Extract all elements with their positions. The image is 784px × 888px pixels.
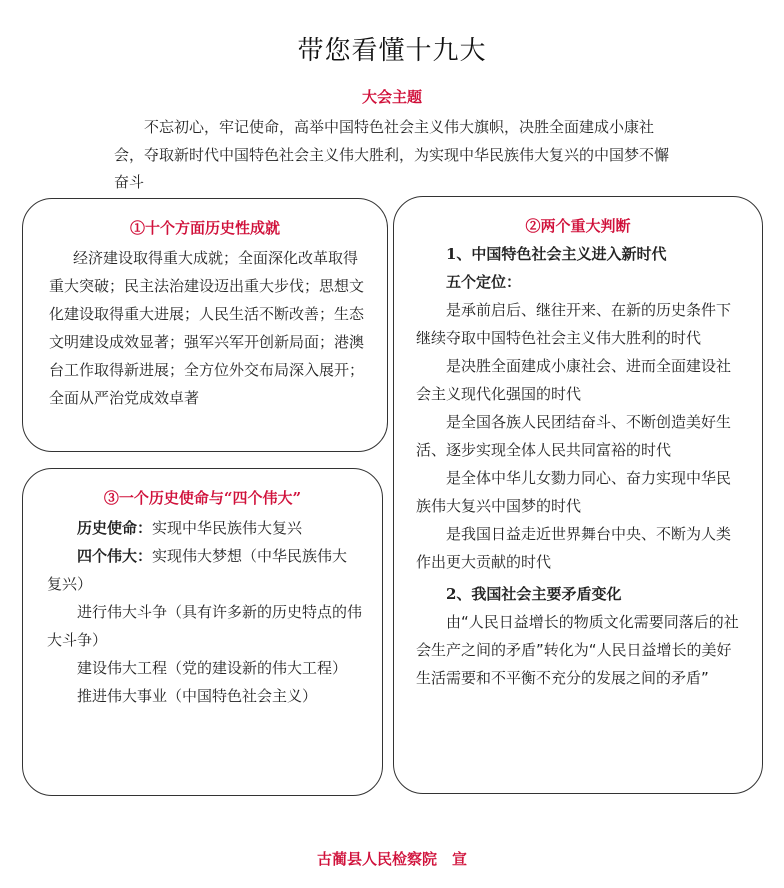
four-great-item: 进行伟大斗争（具有许多新的历史特点的伟大斗争）: [47, 603, 363, 649]
four-great-label: 四个伟大：: [77, 547, 153, 565]
judgments-title: ②两个重大判断: [525, 217, 631, 235]
theme-heading: 大会主题: [361, 88, 422, 106]
position-item: 是决胜全面建成小康社会、进而全面建设社会主义现代化强国的时代: [416, 357, 732, 403]
footer-credit: 古蔺县人民检察院 宣: [316, 850, 467, 868]
judgment2-text: 由“人民日益增长的物质文化需要同落后的社会生产之间的矛盾”转化为“人民日益增长的美好生活需要和不平衡不充分的发展之间的矛盾”: [416, 613, 739, 687]
judgment2-heading: 2、我国社会主要矛盾变化: [446, 585, 622, 603]
position-item: 是全国各族人民团结奋斗、不断创造美好生活、逐步实现全体人民共同富裕的时代: [416, 413, 732, 459]
judgment1-heading: 1、中国特色社会主义进入新时代: [446, 245, 667, 263]
four-great-first: 实现伟大梦想（中华民族伟大复兴）: [47, 547, 348, 593]
position-item: 是全体中华儿女勠力同心、奋力实现中华民族伟大复兴中国梦的时代: [416, 469, 732, 515]
position-item: 是承前启后、继往开来、在新的历史条件下继续夺取中国特色社会主义伟大胜利的时代: [416, 301, 732, 347]
page-title: 带您看懂十九大: [297, 36, 487, 66]
achievements-box: [22, 198, 388, 452]
theme-text: 不忘初心，牢记使命，高举中国特色社会主义伟大旗帜，决胜全面建成小康社会，夺取新时代中国特色社会主义伟大胜利，为实现中华民族伟大复兴的中国梦不懈奋斗: [114, 118, 670, 191]
judgments-box: [393, 196, 763, 794]
four-great-item: 推进伟大事业（中国特色社会主义）: [77, 687, 318, 705]
position-item: 是我国日益走近世界舞台中央、不断为人类作出更大贡献的时代: [416, 525, 732, 571]
four-great-item: 建设伟大工程（党的建设新的伟大工程）: [77, 659, 348, 677]
achievements-text: 经济建设取得重大成就；全面深化改革取得重大突破；民主法治建设迈出重大步伐；思想文化建设取得重大进展；人民生活不断改善；生态文明建设成效显著；强军兴军开创新局面；港澳台工作取得新进展；全方位外交布局深入展开；全面从严治党成效卓著: [49, 249, 365, 407]
mission-label: 历史使命：: [77, 519, 153, 537]
mission-box: [22, 468, 383, 796]
mission-text: 实现中华民族伟大复兴: [152, 519, 303, 537]
mission-content: [47, 514, 362, 710]
judgments-content: [416, 240, 740, 692]
achievements-title: ①十个方面历史性成就: [129, 219, 280, 237]
four-great-line: [47, 542, 362, 598]
mission-line: [47, 514, 362, 542]
positions-heading: 五个定位：: [446, 273, 522, 291]
mission-title: ③一个历史使命与“四个伟大”: [103, 489, 302, 507]
